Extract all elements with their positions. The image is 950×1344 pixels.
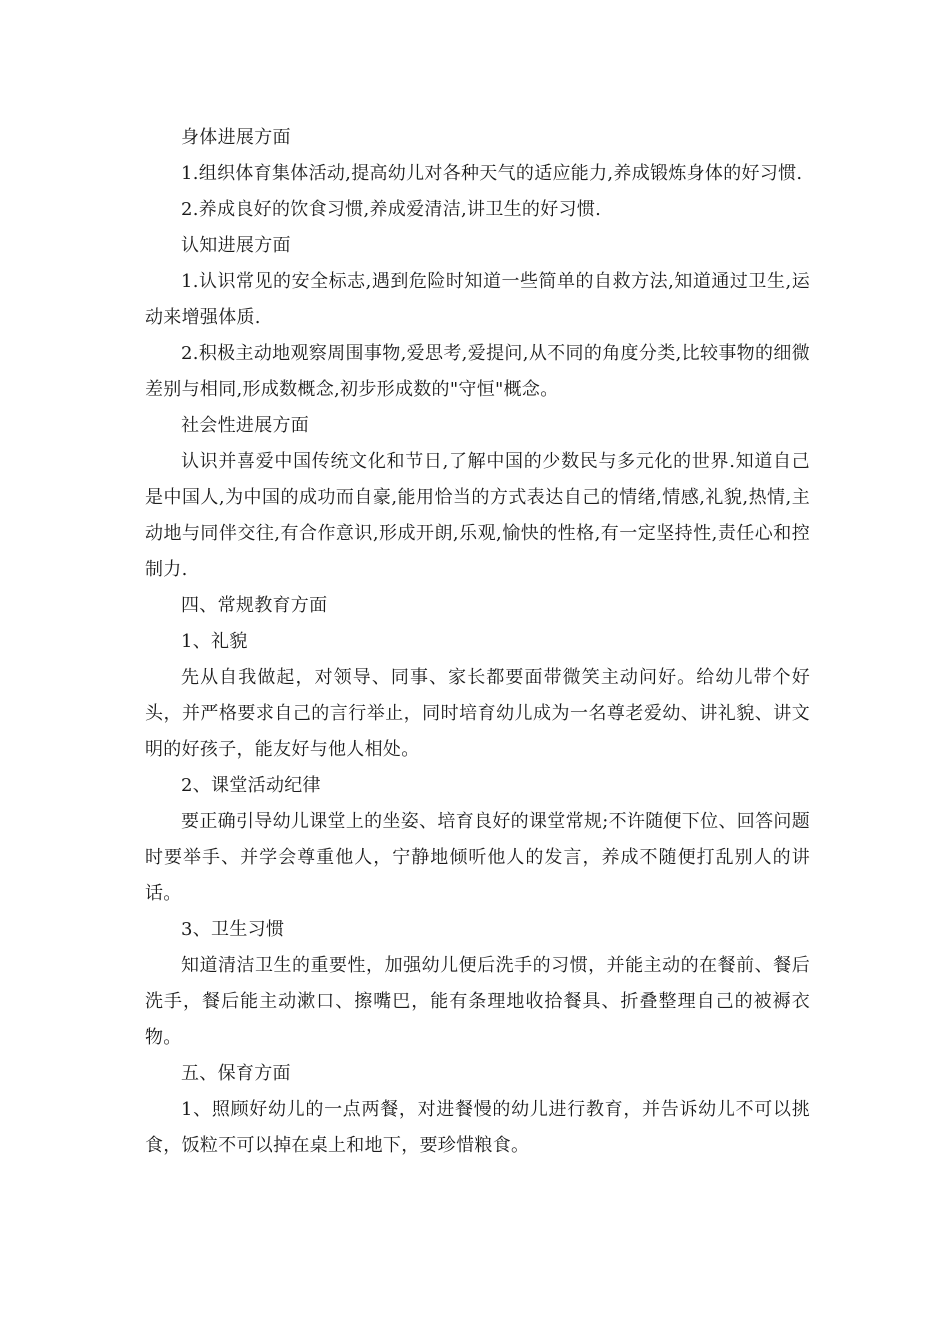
physical-item-2: 2.养成良好的饮食习惯,养成爱清洁,讲卫生的好习惯.	[181, 199, 602, 220]
manners-paragraph: 先从自我做起，对领导、同事、家长都要面带微笑主动问好。给幼儿带个好头，并严格要求自己的言行举止，同时培育幼儿成为一名尊老爱幼、讲礼貌、讲文明的好孩子，能友好与他人相处。	[145, 667, 810, 760]
section-heading-physical: 身体进展方面	[181, 127, 291, 148]
subheading-classroom-discipline: 2、课堂活动纪律	[181, 775, 321, 796]
subheading-manners: 1、礼貌	[181, 631, 248, 652]
subheading-hygiene: 3、卫生习惯	[181, 919, 285, 940]
section-heading-cognitive: 认知进展方面	[181, 235, 291, 256]
hygiene-paragraph: 知道清洁卫生的重要性，加强幼儿便后洗手的习惯，并能主动的在餐前、餐后洗手，餐后能主动漱口、擦嘴巴，能有条理地收拾餐具、折叠整理自己的被褥衣物。	[145, 955, 810, 1048]
care-item-1: 1、照顾好幼儿的一点两餐，对进餐慢的幼儿进行教育，并告诉幼儿不可以挑食，饭粒不可以掉在桌上和地下，要珍惜粮食。	[145, 1099, 810, 1156]
cognitive-item-2: 2.积极主动地观察周围事物,爱思考,爱提问,从不同的角度分类,比较事物的细微差别与相同,形成数概念,初步形成数的"守恒"概念。	[145, 343, 810, 400]
cognitive-item-1: 1.认识常见的安全标志,遇到危险时知道一些简单的自救方法,知道通过卫生,运动来增强体质.	[145, 271, 810, 328]
section-heading-social: 社会性进展方面	[181, 415, 310, 436]
document-body	[145, 120, 810, 1164]
physical-item-1: 1.组织体育集体活动,提高幼儿对各种天气的适应能力,养成锻炼身体的好习惯.	[181, 163, 803, 184]
classroom-discipline-paragraph: 要正确引导幼儿课堂上的坐姿、培育良好的课堂常规;不许随便下位、回答问题时要举手、并学会尊重他人，宁静地倾听他人的发言，养成不随便打乱别人的讲话。	[145, 811, 810, 904]
section-heading-routine: 四、常规教育方面	[181, 595, 328, 616]
social-paragraph: 认识并喜爱中国传统文化和节日,了解中国的少数民与多元化的世界.知道自己是中国人,为中国的成功而自豪,能用恰当的方式表达自己的情绪,情感,礼貌,热情,主动地与同伴交往,有合作意识,形成开朗,乐观,愉快的性格,有一定坚持性,责任心和控制力.	[145, 451, 810, 580]
section-heading-care: 五、保育方面	[181, 1063, 291, 1084]
